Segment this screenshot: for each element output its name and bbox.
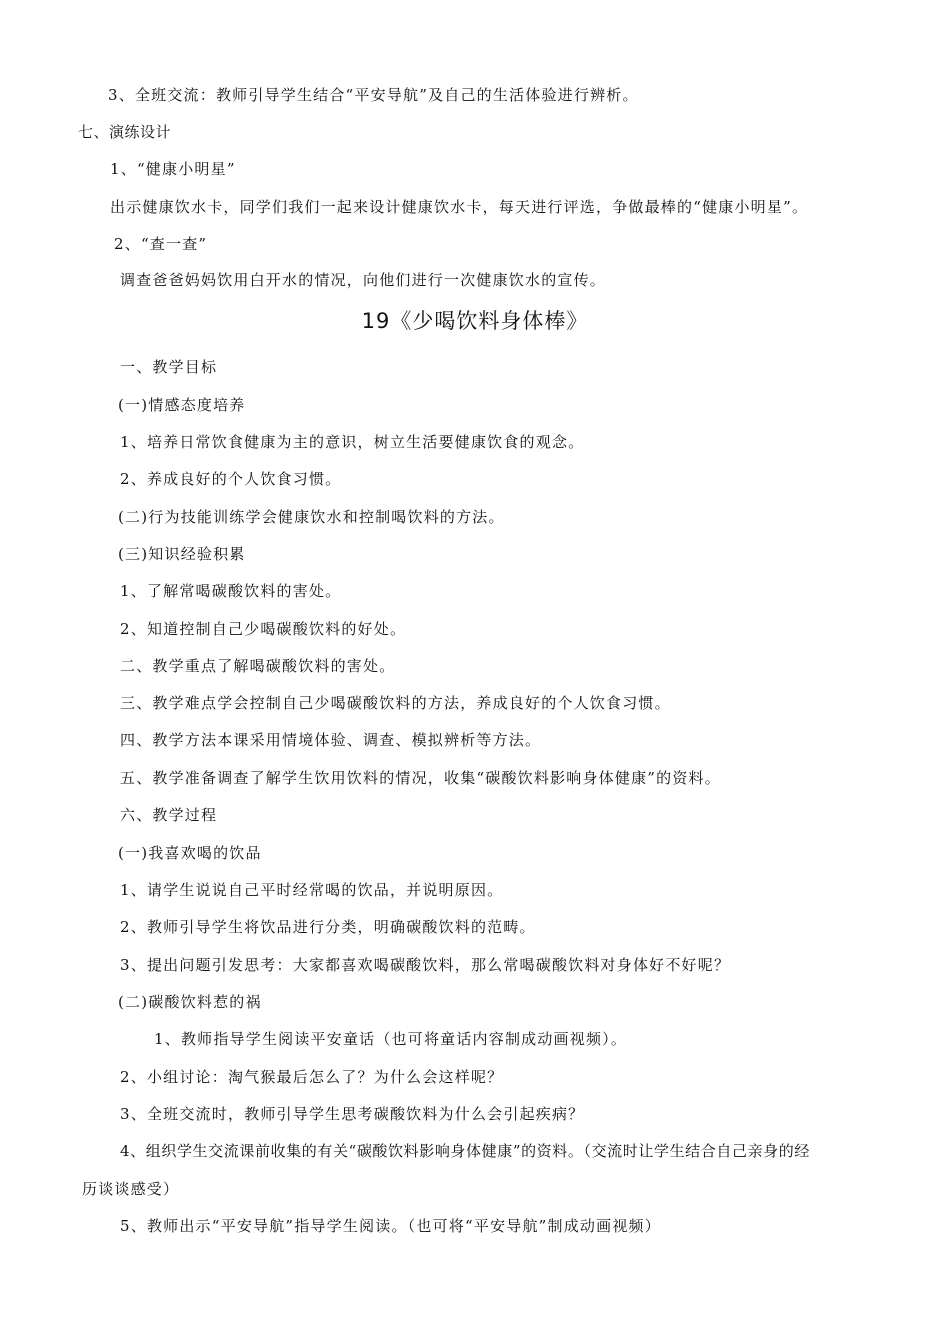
lesson-line-21: 3、全班交流时，教师引导学生思考碳酸饮料为什么会引起疾病？ — [120, 1105, 585, 1123]
lesson-line-6: (三)知识经验积累 — [118, 545, 246, 563]
lesson-line-7: 1、了解常喝碳酸饮料的害处。 — [120, 582, 342, 600]
lesson-line-19: 1、教师指导学生阅读平安童话（也可将童话内容制成动画视频）。 — [154, 1030, 628, 1048]
lesson-line-14: (一)我喜欢喝的饮品 — [118, 844, 262, 862]
lesson-title: 19《少喝饮料身体棒》 — [361, 309, 589, 333]
lesson-line-2: (一)情感态度培养 — [118, 396, 246, 414]
lesson-line-20: 2、小组讨论：淘气猴最后怎么了？为什么会这样呢？ — [120, 1068, 504, 1086]
paragraph-top-6: 调查爸爸妈妈饮用白开水的情况，向他们进行一次健康饮水的宣传。 — [120, 271, 607, 289]
paragraph-top-3: 1、“健康小明星” — [110, 160, 236, 178]
lesson-line-3: 1、培养日常饮食健康为主的意识，树立生活要健康饮食的观念。 — [120, 433, 585, 451]
lesson-line-12: 五、教学准备调查了解学生饮用饮料的情况，收集“碳酸饮料影响身体健康”的资料。 — [120, 769, 721, 787]
lesson-line-15: 1、请学生说说自己平时经常喝的饮品，并说明原因。 — [120, 881, 504, 899]
lesson-line-9: 二、教学重点了解喝碳酸饮料的害处。 — [120, 657, 396, 675]
lesson-line-11: 四、教学方法本课采用情境体验、调查、模拟辨析等方法。 — [120, 731, 542, 749]
lesson-line-4: 2、养成良好的个人饮食习惯。 — [120, 470, 342, 488]
lesson-line-16: 2、教师引导学生将饮品进行分类，明确碳酸饮料的范畴。 — [120, 918, 536, 936]
lesson-line-18: (二)碳酸饮料惹的祸 — [118, 993, 262, 1011]
lesson-line-8: 2、知道控制自己少喝碳酸饮料的好处。 — [120, 620, 407, 638]
lesson-line-10: 三、教学难点学会控制自己少喝碳酸饮料的方法，养成良好的个人饮食习惯。 — [120, 694, 671, 712]
lesson-line-23: 历谈谈感受） — [82, 1180, 180, 1198]
lesson-line-24: 5、教师出示“平安导航”指导学生阅读。（也可将“平安导航”制成动画视频） — [120, 1217, 661, 1235]
lesson-line-5: (二)行为技能训练学会健康饮水和控制喝饮料的方法。 — [118, 508, 505, 526]
paragraph-top-4: 出示健康饮水卡，同学们我们一起来设计健康饮水卡，每天进行评选，争做最棒的“健康小明星”。 — [110, 198, 809, 216]
lesson-line-17: 3、提出问题引发思考：大家都喜欢喝碳酸饮料，那么常喝碳酸饮料对身体好不好呢？ — [120, 956, 731, 974]
lesson-line-22: 4、组织学生交流课前收集的有关“碳酸饮料影响身体健康”的资料。（交流时让学生结合自己亲身的经 — [120, 1142, 810, 1160]
lesson-line-13: 六、教学过程 — [120, 806, 218, 824]
lesson-line-1: 一、教学目标 — [120, 358, 218, 376]
heading-practice-design: 七、演练设计 — [78, 123, 172, 141]
paragraph-top-1: 3、全班交流：教师引导学生结合“平安导航”及自己的生活体验进行辨析。 — [108, 86, 639, 104]
paragraph-top-5: 2、“查一查” — [114, 235, 208, 253]
